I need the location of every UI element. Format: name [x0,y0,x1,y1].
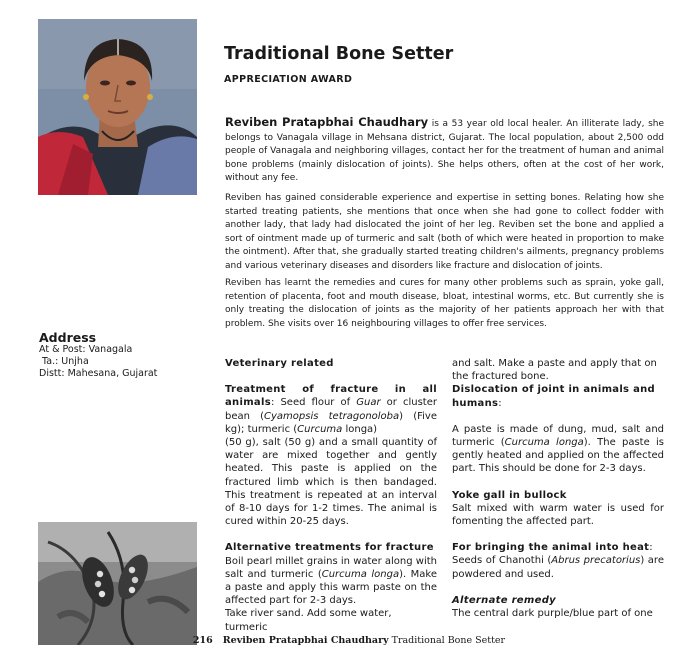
right-column [452,357,664,620]
heat-heading: For bringing the animal into heat [452,542,650,554]
heat-text-a: Seeds of Chanothi ( [452,555,552,567]
heat-text [452,554,664,580]
alt-text-b: ). Make a paste and apply this warm paste on the affected part for 2-3 days. [225,568,438,607]
guar-term: Guar [356,397,381,409]
curcuma-term-1: Curcuma [297,423,343,435]
dislocation-text-b: ). The paste is gently heated and applied on the affected part. This should be done for 2-3 days. [452,437,665,475]
fracture-colon: : [270,397,275,409]
dislocation-text [452,423,664,476]
footer-name: Reviben Pratapbhai Chaudhary [222,635,389,646]
fracture-heading: Treatment of fracture in all animals [225,384,437,409]
page-title: Traditional Bone Setter [224,44,454,64]
dislocation-heading-line [452,383,664,409]
curcuma-term-2: Curcuma longa [321,568,400,580]
heat-colon: : [649,542,653,554]
fracture-text-c: ) (Five kg); turmeric ( [225,410,437,435]
alt-text-c: Take river sand. Add some water, turmeric [225,608,392,633]
fracture-text-a: Seed flour of [280,397,357,409]
dislocation-text-a: A paste is made of dung, mud, salt and turmeric ( [452,423,664,449]
abrus-term: Abrus precatorius [551,555,641,567]
dislocation-heading: Dislocation of joint in animals and humans [452,384,656,409]
footer-title: Traditional Bone Setter [391,635,506,646]
alt-fracture-heading: Alternative treatments for fracture [225,542,434,554]
yoke-heading: Yoke gall in bullock [452,489,567,501]
heat-text-b: ) are powdered and used. [452,555,664,580]
fracture-text-b: or cluster bean ( [225,397,437,422]
curcuma-term-3: Curcuma longa [504,437,584,449]
dislocation-colon: : [498,397,502,409]
fracture-text-e: (50 g), salt (50 g) and a small quantity of water are mixed together and gently heated. This paste is applied on the fractured limb which is then bandaged. This treatment is repeated at an interval of 8-10 days for 1-2 times. The animal is cured within 20-25 days. [225,437,437,528]
address-line-1: At & Post: Vanagala [39,344,133,355]
page-footer [0,635,698,646]
intro-paragraph-1 [225,116,664,186]
alt-fracture-text [225,555,437,608]
fracture-section [225,383,437,436]
intro-paragraph-1-text: is a 53 year old local healer. An illiterate lady, she belongs to Vanagala village in Mehsana district, Gujarat. The local population, about 2,500 odd people of Vanagala and neighboring villages, contact her for the treatment of human and animal bone problems (mainly dislocation of joints). She helps others, often at the cost of her work, without any fee. [225,119,665,183]
left-column [225,357,437,634]
address-line-3: Distt: Mahesana, Gujarat [39,368,158,379]
cyamopsis-term: Cyamopsis tetragonoloba [264,410,400,422]
address-line-2: Ta.: Unjha [39,356,89,367]
heat-heading-line [452,541,664,554]
award-subtitle: APPRECIATION AWARD [224,74,353,85]
alt-remedy-text: The central dark purple/blue part of one [452,608,653,620]
alt-text-a: Boil pearl millet grains in water along with salt and turmeric ( [225,555,437,580]
alt-remedy-heading: Alternate remedy [452,594,556,606]
intro-paragraph-2: Reviben has gained considerable experience and expertise in setting bones. Relating how she started treating patients, she mentions that once when she had gone to collect fodder with another lady, that lady had dislocated the joint of her leg. Reviben set the bone and applied a sort of ointment made up of turmeric and salt (both of which were heated in proportion to make the ointment). After that, she gradually started treating children's ailments, pregnancy problems and various veterinary diseases and disorders like fracture and dislocation of joints. [225,193,664,271]
fracture-text-d: longa) [342,423,378,435]
portrait-photo [38,19,197,195]
address-block [39,344,157,380]
yoke-text: Salt mixed with warm water is used for fomenting the affected part. [452,502,664,528]
veterinary-heading: Veterinary related [225,358,334,369]
intro-paragraph-3: Reviben has learnt the remedies and cures for many other problems such as sprain, yoke gall, retention of placenta, foot and mouth disease, bloat, intestinal worms, etc. But currently she is only treating the dislocation of joints as the majority of her patients approach her with that problem. She visits over 16 neighbouring villages to offer free services. [225,278,664,329]
continued-text: and salt. Make a paste and apply that on the fractured bone. [452,358,657,383]
healer-name: Reviben Pratapbhai Chaudhary [225,115,429,129]
plant-photo [38,522,197,645]
page-number: 216 [192,635,213,646]
address-heading: Address [39,330,97,345]
